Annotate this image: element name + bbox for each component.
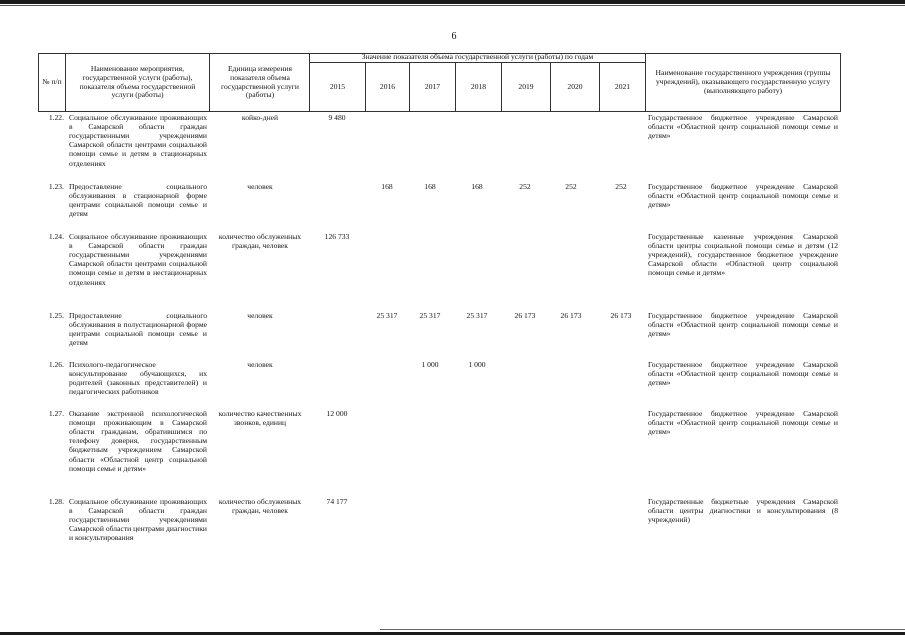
row-number: 1.23. [48,182,64,191]
header-year: 2015 [329,81,346,91]
row-number: 1.22. [48,113,64,122]
row-name: Оказание экстренной психологической помощи проживающим в Самарской области гражданам, обратившимся по телефону доверия, государственным бюджетным учреждением Самарской области «Областной центр социальной помощи семье и детям» [69,409,207,473]
page-number: 6 [451,31,457,42]
row-name: Социальное обслуживание проживающих в Самарской области граждан государственными учреждениями Самарской области центрами социальной помощи семье и детям в нестационарных отделениях [69,232,207,287]
row-value-2015: 12 000 [326,409,348,418]
row-institution: Государственное бюджетное учреждение Самарской области «Областной центр социальной помощи семье и детям» [648,311,838,339]
row-name: Психолого-педагогическое консультирование обучающихся, их родителей (законных представителей) и педагогических работников [69,360,207,397]
row-value-2017: 25 317 [419,311,441,320]
header-vline [209,53,210,112]
row-value-2020: 26 173 [560,311,582,320]
row-value-2015: 74 177 [326,497,348,506]
row-number: 1.25. [48,311,64,320]
row-value-2021: 26 173 [610,311,632,320]
header-vline [840,53,841,112]
row-value-2021: 252 [615,182,627,191]
header-col-no: № п/п [42,77,62,87]
row-institution: Государственные казенные учреждения Самарской области центры социальной помощи семье и детям (12 учреждений), государственное бюджетное учреждение Самарской области «Областной центр социальной помощи семье и детям» [648,232,838,278]
header-year: 2019 [518,81,534,91]
row-value-2018: 25 317 [466,311,488,320]
header-col-name: Наименование мероприятия, государственной услуги (работы), показателя объема государственной услуги (работы) [79,64,196,100]
row-value-2015: 126 733 [324,232,350,241]
row-institution: Государственное бюджетное учреждение Самарской области «Областной центр социальной помощи семье и детям» [648,113,838,141]
header-year: 2021 [614,81,631,91]
row-value-2019: 252 [519,182,531,191]
row-institution: Государственное бюджетное учреждение Самарской области «Областной центр социальной помощи семье и детям» [648,409,838,437]
row-unit: человек [247,311,273,320]
row-name: Социальное обслуживание проживающих в Самарской области граждан государственными учреждениями Самарской области центрами социальной помощи семье и детям в стационарных отделениях [69,113,207,168]
row-unit: количество качественных звонков, единиц [218,409,302,428]
row-unit: количество обслуженных граждан, человек [218,497,302,516]
row-value-2015: 9 480 [328,113,346,122]
header-values-group: Значение показателя объема государственной услуги (работы) по годам [361,52,594,62]
row-value-2017: 168 [424,182,436,191]
row-value-2016: 25 317 [376,311,398,320]
row-value-2018: 1 000 [468,360,486,369]
row-unit: человек [247,182,273,191]
header-vline [645,53,646,112]
row-name: Социальное обслуживание проживающих в Самарской области граждан государственными учреждениями Самарской области центрами диагностики и консультирования [69,497,207,543]
row-number: 1.28. [48,497,64,506]
row-unit: человек [247,360,273,369]
row-unit: койко-дней [241,113,279,122]
bottom-border-thin [380,629,905,630]
header-col-institution: Наименование государственного учреждения (группы учреждений), оказывающего государственную услугу (выполняющего работу) [655,68,831,95]
row-institution: Государственное бюджетное учреждение Самарской области «Областной центр социальной помощи семье и детям» [648,360,838,388]
row-value-2019: 26 173 [514,311,536,320]
row-value-2016: 168 [381,182,393,191]
header-vline [65,53,66,112]
row-institution: Государственное бюджетное учреждение Самарской области «Областной центр социальной помощи семье и детям» [648,182,838,210]
bottom-border [0,632,905,635]
row-unit: количество обслуженных граждан, человек [218,232,302,251]
row-number: 1.26. [48,360,64,369]
header-year: 2016 [379,81,396,91]
header-year: 2018 [470,81,487,91]
row-number: 1.27. [48,409,64,418]
header-year: 2020 [567,81,583,91]
row-value-2020: 252 [565,182,577,191]
row-value-2017: 1 000 [421,360,439,369]
header-col-unit: Единица измерения показателя объема государственной услуги (работы) [221,64,299,100]
header-bottom-line [38,111,841,112]
row-name: Предоставление социального обслуживания в полустационарной форме центрами социальной помощи семье и детям [69,311,207,348]
row-institution: Государственные бюджетные учреждения Самарской области центры диагностики и консультирования (8 учреждений) [648,497,838,525]
header-year: 2017 [424,81,441,91]
top-border-thin [0,5,905,6]
row-number: 1.24. [48,232,64,241]
row-value-2018: 168 [471,182,483,191]
row-name: Предоставление социального обслуживания в стационарной форме центрами социальной помощи семье и детям [69,182,207,219]
top-border [0,0,905,4]
